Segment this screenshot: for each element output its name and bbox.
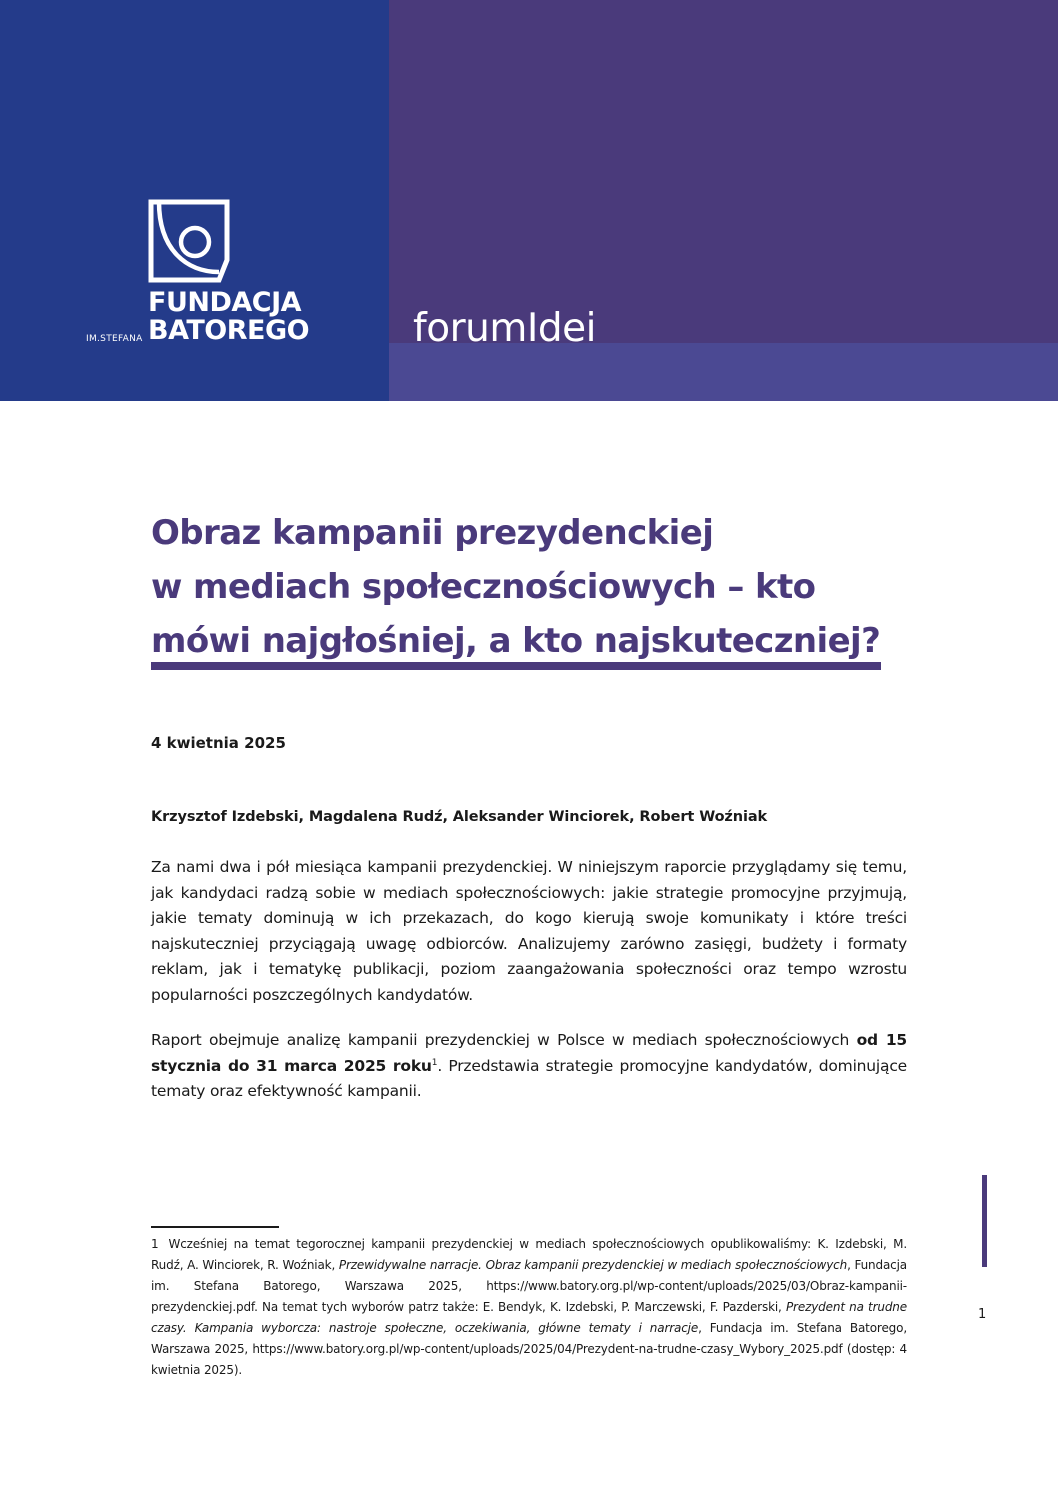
scope-period: od 15 stycznia do 31 marca 2025 roku (151, 1031, 907, 1075)
footnote-cited-title: Prezydent na trudne czasy. Kampania wyborcza: nastroje społeczne, oczekiwania, główne tematy i narracje (151, 1300, 907, 1335)
intro-paragraph: Za nami dwa i pół miesiąca kampanii prezydenckiej. W niniejszym raporcie przyglądamy się temu, jak kandydaci radzą sobie w mediach społecznościowych: jakie strategie promocyjne przyjmują, jakie tematy dominują w ich przekazach, do kogo kierują swoje komunikaty i które treści najskuteczniej przyciągają uwagę odbiorców. Analizujemy zarówno zasięgi, budżety i formaty reklam, jak i tematykę publikacji, poziom zaangażowania społeczności oraz tempo wzrostu popularności poszczególnych kandydatów. (151, 858, 907, 1004)
logo-text-fundacja: FUNDACJA (148, 287, 302, 318)
header-right-panel (389, 0, 1058, 343)
scope-text-end: . Przedstawia strategie promocyjne kandydatów, dominujące tematy oraz efektywność kampanii. (151, 1056, 907, 1100)
logo-text-batorego: BATOREGO (148, 315, 310, 346)
title-line: w mediach społecznościowych – kto (151, 567, 816, 607)
footnote-reference[interactable]: 1 (431, 1057, 438, 1068)
scope-text: Raport obejmuje analizę kampanii prezydenckiej w Polsce w mediach społecznościowych (151, 1031, 857, 1049)
authors: Krzysztof Izdebski, Magdalena Rudź, Aleksander Winciorek, Robert Woźniak (151, 809, 768, 825)
page-number: 1 (978, 1307, 987, 1322)
logo-text-prefix: IM.STEFANA (86, 334, 143, 344)
footnote-number: 1 (151, 1237, 159, 1251)
title-line: mówi najgłośniej, a kto najskuteczniej? (151, 621, 881, 661)
series-name: forumIdei (413, 306, 596, 351)
scope-paragraph (151, 1028, 907, 1105)
publication-date: 4 kwietnia 2025 (151, 734, 286, 752)
footnote-text: , Fundacja im. Stefana Batorego, Warszawa 2025, https://www.batory.org.pl/wp-content/uploads/2025/04/Prezydent-na-trudne-czasy_Wybory_2025.pdf (dostęp: 4 kwietnia 2025). (151, 1321, 908, 1377)
fundacja-logo-icon (148, 199, 230, 283)
side-accent-bar (982, 1175, 987, 1267)
footnote (151, 1234, 907, 1381)
title-line: Obraz kampanii prezydenckiej (151, 513, 714, 553)
document-title (151, 506, 931, 668)
title-underline (151, 662, 881, 670)
footnote-cited-title: Przewidywalne narracje. Obraz kampanii prezydenckiej w mediach społecznościowych (338, 1258, 848, 1272)
footnote-text: Wcześniej na temat tegorocznej kampanii prezydenckiej w mediach społecznościowych opublikowaliśmy: K. Izdebski, M. Rudź, A. Winciorek, R. Woźniak, (151, 1237, 907, 1272)
footnote-divider (151, 1226, 279, 1228)
footnote-text: , Fundacja im. Stefana Batorego, Warszawa 2025, https://www.batory.org.pl/wp-content/uploads/2025/03/Obraz-kampanii-prezydenckiej.pdf. Na temat tych wyborów patrz także: E. Bendyk, K. Izdebski, P. Marczewski, F. Pazderski, (151, 1258, 907, 1314)
